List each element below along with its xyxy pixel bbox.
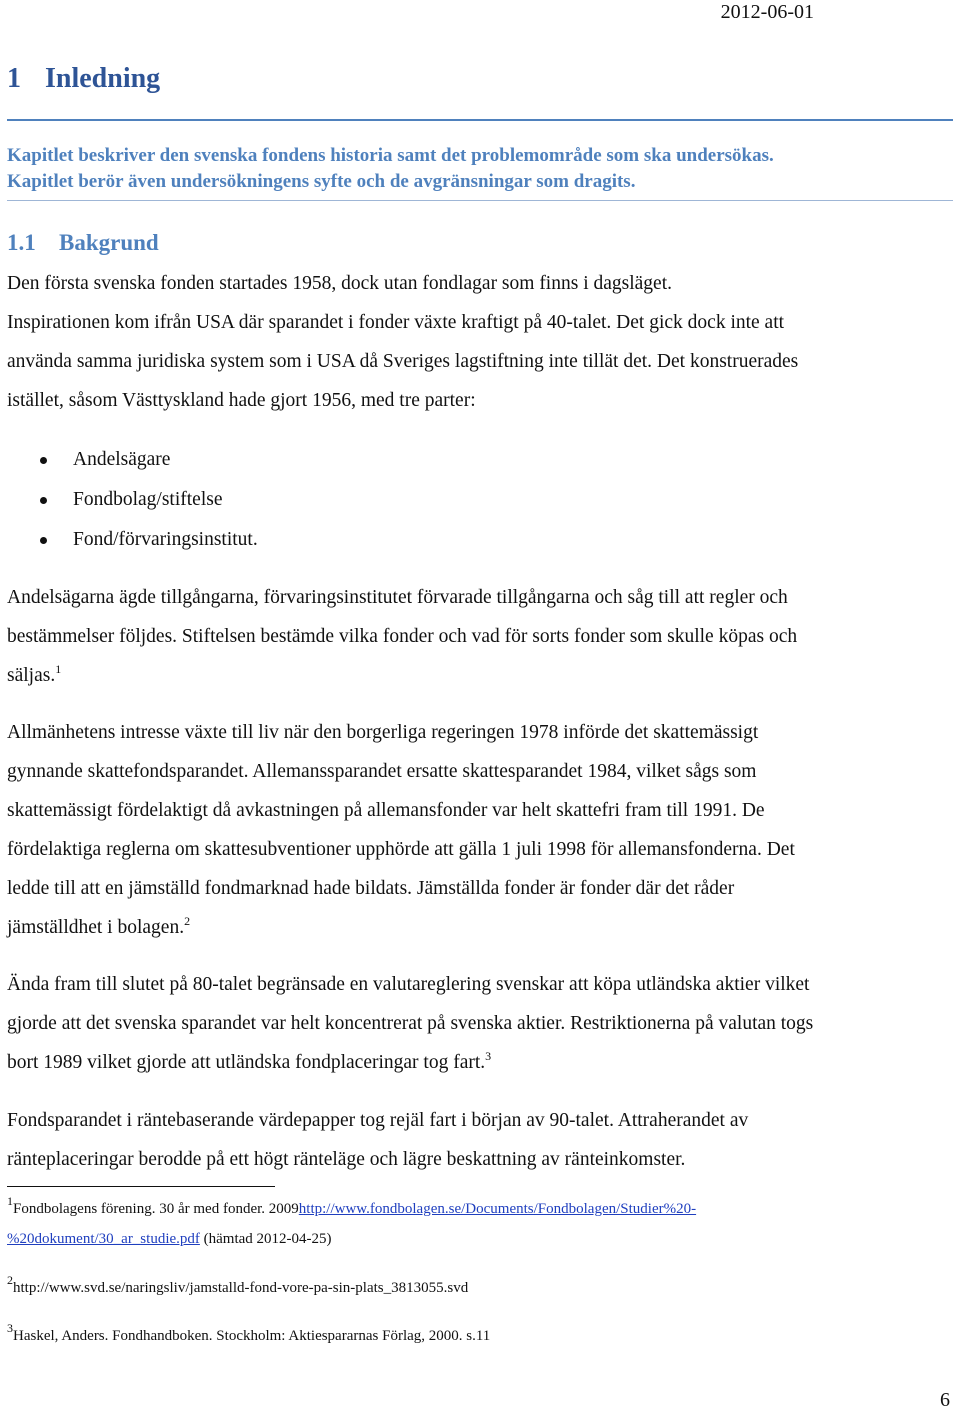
- list-item: [7, 440, 258, 480]
- section-number: 1.1: [7, 230, 36, 255]
- footnote-ref: 3: [485, 1049, 492, 1063]
- paragraph-3: [7, 713, 953, 947]
- text-line: använda samma juridiska system som i USA då Sveriges lagstiftning inte tillät det. Det konstruerades: [7, 351, 799, 372]
- chapter-heading: [7, 62, 160, 96]
- bullet-icon: [40, 497, 47, 504]
- page-number: 6: [940, 1389, 950, 1411]
- footnote-link[interactable]: %20dokument/30_ar_studie.pdf: [7, 1231, 200, 1247]
- bullet-list: [7, 440, 258, 560]
- text-line: gjorde att det svenska sparandet var helt koncentrerat på svenska aktier. Restriktionerna på valutan togs: [7, 1013, 814, 1034]
- chapter-intro: [7, 143, 947, 195]
- footnote-number: 2: [7, 1273, 13, 1287]
- text-span: säljas.: [7, 665, 56, 686]
- footnote-line: [7, 1194, 696, 1224]
- section-heading: [7, 228, 159, 258]
- text-line: ränteplaceringar berodde på ett högt ränteläge och lägre beskattning av ränteinkomster.: [7, 1149, 686, 1170]
- list-item-label: Fond/förvaringsinstitut.: [73, 529, 258, 550]
- footnote-1: [7, 1194, 696, 1254]
- footnote-separator: [7, 1186, 275, 1187]
- bullet-icon: [40, 537, 47, 544]
- footnote-link[interactable]: http://www.fondbolagen.se/Documents/Fondbolagen/Studier%20-: [298, 1201, 697, 1217]
- text-line: Inspirationen kom ifrån USA där sparandet i fonder växte kraftigt på 40-talet. Det gick dock inte att: [7, 312, 785, 333]
- paragraph-2: [7, 578, 953, 695]
- text-line: [7, 656, 953, 695]
- text-line: Fondsparandet i räntebaserande värdepapper tog rejäl fart i början av 90-talet. Attraherandet av: [7, 1110, 749, 1131]
- text-line: istället, såsom Västtyskland hade gjort 1956, med tre parter:: [7, 390, 476, 411]
- footnote-2: [7, 1273, 468, 1303]
- heading-divider: [7, 119, 953, 121]
- bullet-icon: [40, 457, 47, 464]
- intro-line: Kapitlet beskriver den svenska fondens historia samt det problemområde som ska undersökas.: [7, 145, 774, 166]
- paragraph-1: [7, 264, 953, 420]
- list-item-label: Fondbolag/stiftelse: [73, 489, 223, 510]
- text-line: skattemässigt fördelaktigt då avkastningen på allemansfonder var helt skattefri fram till 1991. De: [7, 800, 765, 821]
- text-span: jämställdhet i bolagen.: [7, 917, 185, 938]
- text-line: fördelaktiga reglerna om skattesubventioner upphörde att gälla 1 juli 1998 för allemansfonderna. Det: [7, 839, 795, 860]
- paragraph-4: [7, 965, 953, 1082]
- header-date: 2012-06-01: [720, 1, 814, 23]
- paragraph-5: [7, 1101, 953, 1179]
- text-line: ledde till att en jämställd fondmarknad hade bildats. Jämställda fonder är fonder där det råder: [7, 878, 735, 899]
- intro-line: Kapitlet berör även undersökningens syfte och de avgränsningar som dragits.: [7, 171, 636, 192]
- text-span: bort 1989 vilket gjorde att utländska fondplaceringar tog fart.: [7, 1052, 486, 1073]
- footnote-ref: 2: [184, 914, 191, 928]
- section-title: Bakgrund: [59, 230, 159, 255]
- footnote-line: [7, 1224, 696, 1254]
- intro-divider: [7, 200, 953, 201]
- text-line: Allmänhetens intresse växte till liv när den borgerliga regeringen 1978 införde det skattemässigt: [7, 722, 759, 743]
- text-line: bestämmelser följdes. Stiftelsen bestämde vilka fonder och vad för sorts fonder som skulle köpas och: [7, 626, 798, 647]
- text-line: [7, 908, 953, 947]
- text-line: Ända fram till slutet på 80-talet begränsade en valutareglering svenskar att köpa utländska aktier vilket: [7, 974, 810, 995]
- list-item: [7, 520, 258, 560]
- chapter-number: 1: [7, 63, 21, 94]
- footnote-text: Haskel, Anders. Fondhandboken. Stockholm: Aktiespararnas Förlag, 2000. s.11: [13, 1328, 491, 1344]
- footnote-number: 1: [7, 1194, 13, 1208]
- list-item-label: Andelsägare: [73, 449, 171, 470]
- footnote-text: http://www.svd.se/naringsliv/jamstalld-fond-vore-pa-sin-plats_3813055.svd: [13, 1280, 469, 1296]
- footnote-text: Fondbolagens förening. 30 år med fonder. 2009: [13, 1201, 299, 1217]
- chapter-title: Inledning: [45, 63, 161, 94]
- footnote-text: (hämtad 2012-04-25): [199, 1231, 332, 1247]
- text-line: [7, 1043, 953, 1082]
- text-line: gynnande skattefondsparandet. Allemanssparandet ersatte skattesparandet 1984, vilket sågs som: [7, 761, 757, 782]
- footnote-3: [7, 1321, 490, 1351]
- footnote-ref: 1: [55, 662, 62, 676]
- footnote-number: 3: [7, 1321, 13, 1335]
- list-item: [7, 480, 258, 520]
- text-line: Den första svenska fonden startades 1958, dock utan fondlagar som finns i dagsläget.: [7, 273, 672, 294]
- text-line: Andelsägarna ägde tillgångarna, förvaringsinstitutet förvarade tillgångarna och såg till att regler och: [7, 587, 788, 608]
